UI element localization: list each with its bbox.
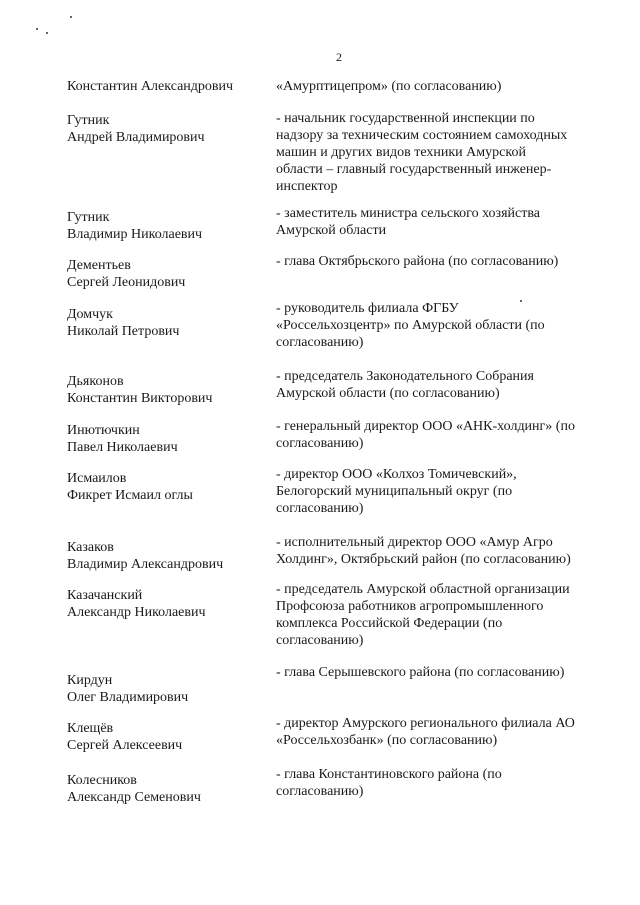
scan-speck [70,16,72,18]
role-line: согласованию) [276,633,364,648]
member-name [67,772,267,806]
name-line: Клещёв [67,721,114,736]
role-line: - глава Серышевского района (по согласованию) [276,665,565,680]
role-line: области – главный государственный инженер- [276,162,552,177]
role-line: машин и других видов техники Амурской [276,145,526,160]
member-role [276,581,606,649]
role-line: - заместитель министра сельского хозяйства [276,206,540,221]
member-role [276,253,606,270]
member-role [276,78,606,95]
name-line: Казачанский [67,588,143,603]
member-role [276,205,606,239]
member-role [276,418,606,452]
name-line: Владимир Александрович [67,557,224,572]
name-line: Гутник [67,210,110,225]
member-role [276,466,606,517]
role-line: - председатель Законодательного Собрания [276,369,534,384]
role-line: - директор ООО «Колхоз Томичевский», [276,467,517,482]
member-role [276,110,606,195]
role-line: Белогорский муниципальный округ (по [276,484,513,499]
name-line: Домчук [67,307,113,322]
member-name [67,112,267,146]
name-line: Кирдун [67,673,113,688]
member-name [67,257,267,291]
scan-speck [46,32,48,34]
name-line: Владимир Николаевич [67,227,203,242]
member-name [67,720,267,754]
member-name [67,539,267,573]
role-line: инспектор [276,179,338,194]
name-line: Дементьев [67,258,131,273]
role-line: надзору за техническим состоянием самоходных [276,128,568,143]
member-name [67,587,267,621]
name-line: Константин Викторович [67,391,213,406]
name-line: Казаков [67,540,114,555]
role-line: - председатель Амурской областной организации [276,582,570,597]
name-line: Павел Николаевич [67,440,178,455]
role-line: комплекса Российской Федерации (по [276,616,503,631]
role-line: согласованию) [276,784,364,799]
role-line: - глава Константиновского района (по [276,767,502,782]
name-line: Александр Семенович [67,790,201,805]
name-line: Николай Петрович [67,324,180,339]
role-line: Холдинг», Октябрьский район (по согласованию) [276,552,571,567]
role-line: - начальник государственной инспекции по [276,111,535,126]
name-line: Константин Александрович [67,79,234,94]
member-name [67,373,267,407]
member-name [67,470,267,504]
member-role [276,715,606,749]
name-line: Олег Владимирович [67,690,189,705]
role-line: Амурской области [276,223,387,238]
name-line: Исмаилов [67,471,127,486]
member-name [67,422,267,456]
name-line: Александр Николаевич [67,605,206,620]
name-line: Дьяконов [67,374,124,389]
role-line: «Россельхозбанк» (по согласованию) [276,733,498,748]
role-line: Профсоюза работников агропромышленного [276,599,544,614]
role-line: согласованию) [276,501,364,516]
role-line: - исполнительный директор ООО «Амур Агро [276,535,553,550]
name-line: Колесников [67,773,137,788]
role-line: - генеральный директор ООО «АНК-холдинг» (по [276,419,575,434]
role-line: согласованию) [276,335,364,350]
member-name [67,306,267,340]
member-name [67,78,267,95]
member-role [276,534,606,568]
role-line: согласованию) [276,436,364,451]
member-role [276,664,606,681]
scan-speck [36,28,38,30]
role-line: «Амурптицепром» (по согласованию) [276,79,502,94]
role-line: - руководитель филиала ФГБУ [276,301,459,316]
name-line: Фикрет Исмаил оглы [67,488,193,503]
role-line: - глава Октябрьского района (по согласованию) [276,254,559,269]
role-line: Амурской области (по согласованию) [276,386,500,401]
member-role [276,300,606,351]
name-line: Сергей Леонидович [67,275,186,290]
name-line: Инютючкин [67,423,140,438]
member-name [67,672,267,706]
member-name [67,209,267,243]
name-line: Андрей Владимирович [67,130,205,145]
role-line: - директор Амурского регионального филиала АО [276,716,575,731]
member-role [276,368,606,402]
member-role [276,766,606,800]
role-line: «Россельхозцентр» по Амурской области (по [276,318,545,333]
name-line: Гутник [67,113,110,128]
name-line: Сергей Алексеевич [67,738,183,753]
page-number: 2 [336,50,342,64]
